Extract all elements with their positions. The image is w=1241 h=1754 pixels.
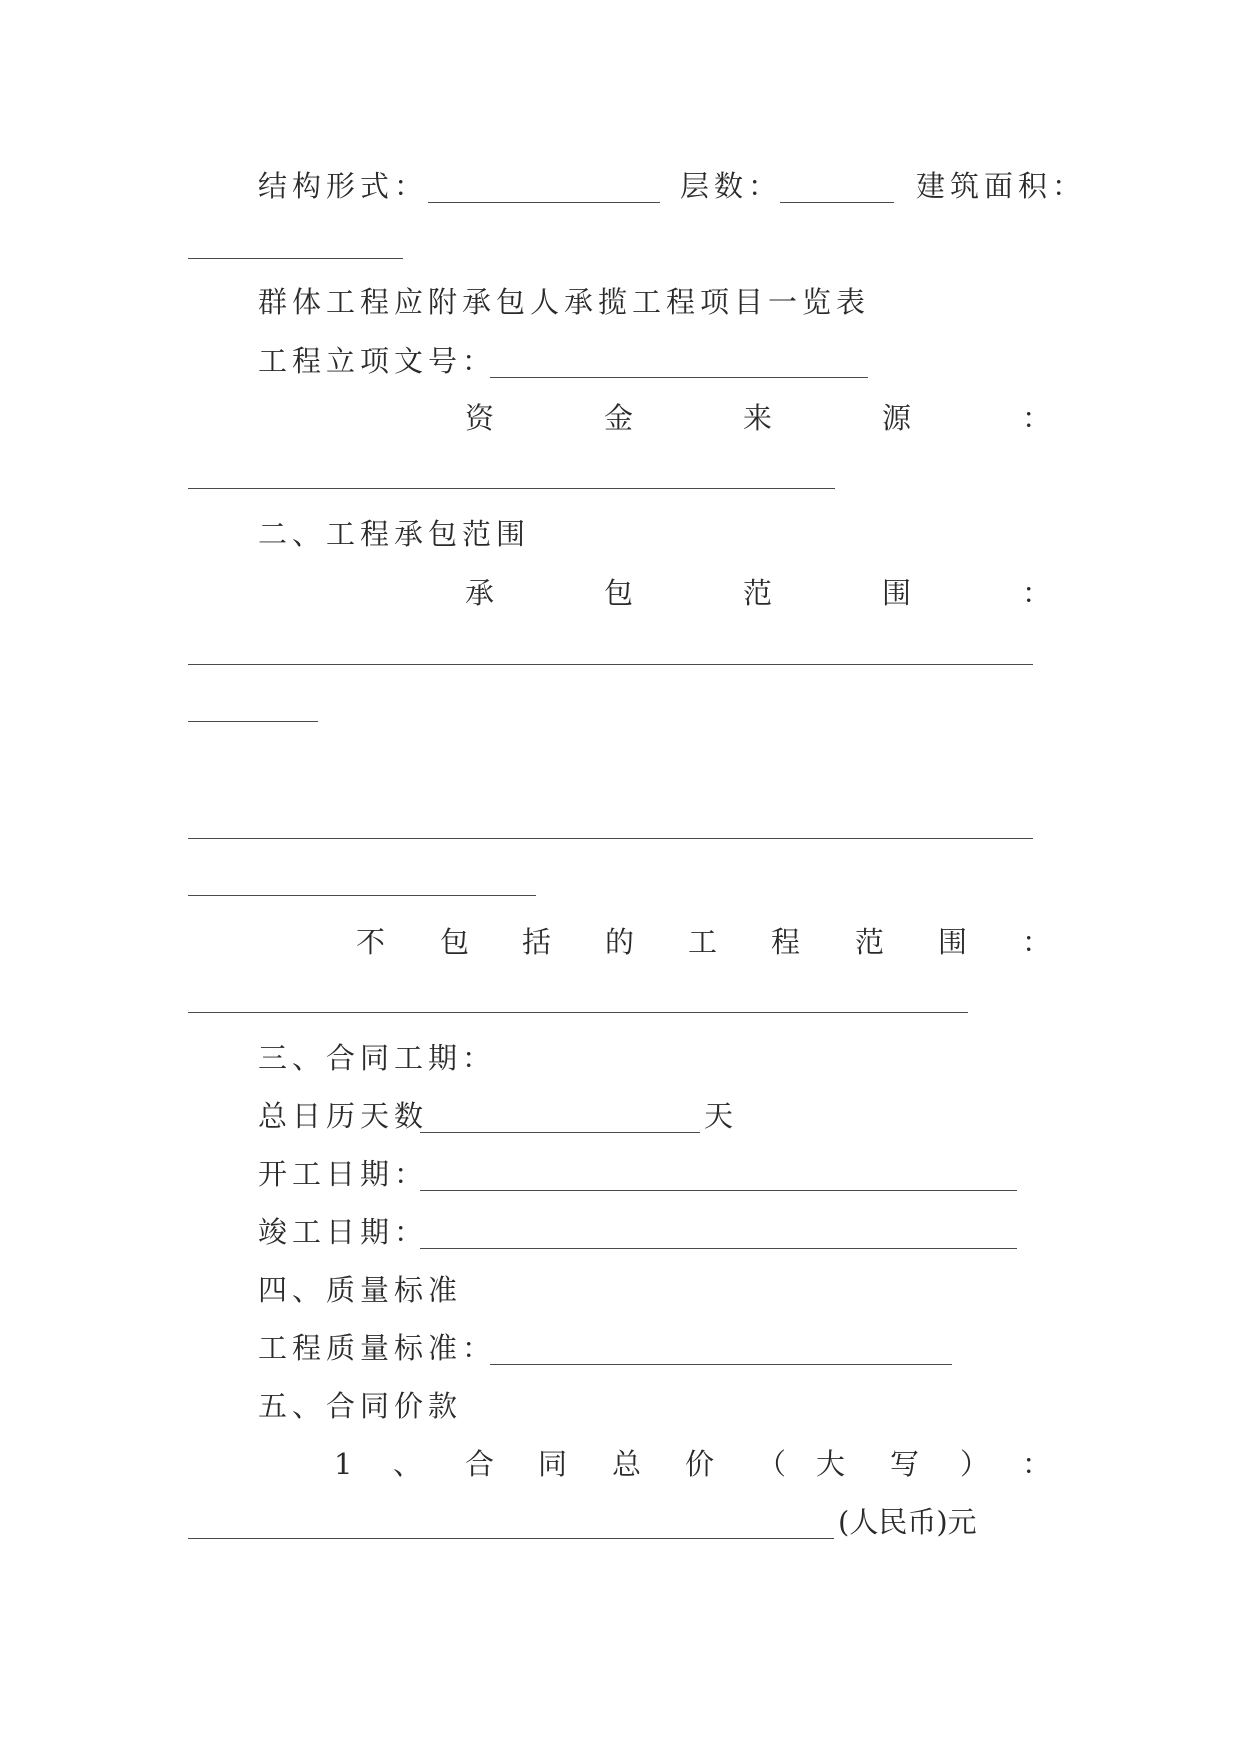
total-price-char: （ <box>757 1447 787 1481</box>
total-price-char: ） <box>960 1447 990 1481</box>
total-price-char: 合 <box>465 1447 495 1481</box>
scope-blank-4[interactable] <box>188 895 536 896</box>
structure-blank[interactable] <box>428 202 660 203</box>
group-note: 群体工程应附承包人承揽工程项目一览表 <box>258 285 871 319</box>
structure-line <box>0 166 1241 206</box>
total-price-char: 写 <box>890 1447 920 1481</box>
total-price-char: 、 <box>393 1447 423 1481</box>
section2-line <box>0 514 1241 554</box>
start-date-label: 开工日期： <box>258 1157 429 1191</box>
quality-label: 工程质量标准： <box>258 1331 497 1365</box>
area-label: 建筑面积： <box>916 169 1087 203</box>
quality-line <box>0 1328 1241 1368</box>
funding-colon: ： <box>1022 401 1052 435</box>
floors-blank[interactable] <box>780 202 894 203</box>
scope-char: 承 <box>465 576 495 610</box>
end-date-label: 竣工日期： <box>258 1215 429 1249</box>
scope-blank-1[interactable] <box>188 664 1033 665</box>
scope-char: 范 <box>743 576 773 610</box>
funding-char: 来 <box>743 401 773 435</box>
scope-colon: ： <box>1022 576 1052 610</box>
total-price-line <box>0 1444 1241 1484</box>
section3-line <box>0 1038 1241 1078</box>
section5-title: 五、合同价款 <box>258 1389 463 1423</box>
total-price-value-line <box>0 1502 1241 1542</box>
total-price-char: 价 <box>685 1447 715 1481</box>
excluded-char: 括 <box>522 925 552 959</box>
approval-line <box>0 341 1241 381</box>
approval-blank[interactable] <box>490 377 868 378</box>
scope-char: 包 <box>604 576 634 610</box>
total-days-line <box>0 1096 1241 1136</box>
approval-label: 工程立项文号： <box>258 344 497 378</box>
currency-suffix: (人民币)元 <box>838 1505 977 1539</box>
scope-blank-3[interactable] <box>188 838 1033 839</box>
start-date-line <box>0 1154 1241 1194</box>
excluded-colon: ： <box>1022 925 1052 959</box>
total-days-blank[interactable] <box>420 1132 700 1133</box>
total-price-char: 大 <box>816 1447 846 1481</box>
funding-char: 金 <box>604 401 634 435</box>
scope-line <box>0 573 1241 613</box>
start-date-blank[interactable] <box>420 1190 1017 1191</box>
total-days-label: 总日历天数 <box>258 1099 429 1133</box>
total-price-char: 总 <box>612 1447 642 1481</box>
section5-line <box>0 1386 1241 1426</box>
total-price-char: 同 <box>538 1447 568 1481</box>
funding-blank[interactable] <box>188 488 835 489</box>
excluded-char: 的 <box>605 925 635 959</box>
section2-title: 二、工程承包范围 <box>258 517 531 551</box>
excluded-blank[interactable] <box>188 1012 968 1013</box>
total-price-blank[interactable] <box>188 1538 834 1539</box>
excluded-char: 包 <box>440 925 470 959</box>
excluded-char: 围 <box>938 925 968 959</box>
total-days-unit: 天 <box>704 1099 734 1133</box>
floors-label: 层数： <box>680 169 783 203</box>
section4-title: 四、质量标准 <box>258 1273 463 1307</box>
section3-title: 三、合同工期： <box>258 1041 497 1075</box>
section4-line <box>0 1270 1241 1310</box>
structure-label: 结构形式： <box>258 169 429 203</box>
excluded-char: 程 <box>771 925 801 959</box>
group-note-line <box>0 282 1241 322</box>
end-date-blank[interactable] <box>420 1248 1017 1249</box>
excluded-char: 范 <box>855 925 885 959</box>
scope-char: 围 <box>882 576 912 610</box>
excluded-char: 工 <box>688 925 718 959</box>
total-price-char: 1 <box>334 1447 353 1481</box>
excluded-char: 不 <box>356 925 386 959</box>
funding-line <box>0 398 1241 438</box>
end-date-line <box>0 1212 1241 1252</box>
total-price-colon: ： <box>1022 1447 1052 1481</box>
excluded-line <box>0 922 1241 962</box>
scope-blank-2[interactable] <box>188 721 318 722</box>
funding-char: 资 <box>465 401 495 435</box>
area-blank[interactable] <box>188 258 403 259</box>
funding-char: 源 <box>882 401 912 435</box>
quality-blank[interactable] <box>490 1364 952 1365</box>
